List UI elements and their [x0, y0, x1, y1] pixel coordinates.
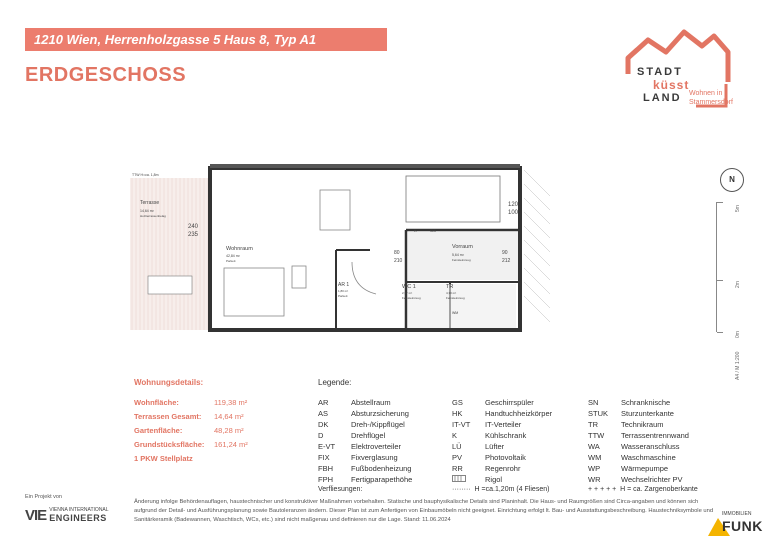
cross-line-icon: + + + + +	[588, 486, 621, 493]
legend-row	[318, 431, 412, 442]
label-k: K	[414, 228, 417, 233]
detail-value: 14,64 m²	[214, 412, 244, 421]
floor-title: ERDGESCHOSS	[25, 64, 187, 86]
logo-tagline-1: Wohnen in	[689, 90, 723, 97]
floor-plan	[130, 158, 630, 340]
verfliesung-2-text: H = ca. Zargenoberkante	[620, 486, 698, 493]
legend-abbr: AR	[318, 398, 329, 407]
legend-abbr: D	[318, 431, 324, 440]
legend-row	[588, 398, 689, 409]
legend-text: Kühlschrank	[485, 431, 527, 440]
room-terrasse-name: Terrasse	[140, 200, 160, 206]
scale-tick-mid	[717, 280, 723, 281]
vie-mark: VIE	[25, 506, 47, 524]
legend-column-1	[318, 398, 412, 486]
scale-tick-bottom	[717, 332, 723, 333]
room-wc-area: 2,57 m²	[402, 291, 413, 295]
dim-210-a: 210	[394, 258, 403, 264]
legend-text: Lüfter	[485, 442, 505, 451]
legend-abbr: FBH	[318, 464, 333, 473]
detail-row	[134, 440, 248, 454]
room-wohnraum-area: 42,84 m²	[226, 254, 240, 258]
detail-row	[134, 426, 248, 440]
verfliesungen-label: Verfliesungen:	[318, 486, 363, 493]
legend-row	[452, 453, 552, 464]
legend-row	[318, 475, 412, 486]
room-wc-name: WC 1	[402, 284, 416, 290]
legend-row	[318, 453, 412, 464]
north-compass: N	[720, 168, 744, 192]
legend-text: Dreh-/Kippflügel	[351, 420, 405, 429]
scale-0m: 0m	[735, 331, 741, 338]
legend-row	[452, 464, 552, 475]
legend-text: Photovoltaik	[485, 453, 526, 462]
room-terrasse-floor: Holzterrassenbelag	[140, 214, 166, 218]
legend-row	[452, 431, 552, 442]
legend-abbr: FPH	[318, 475, 333, 484]
disclaimer: Änderung infolge Behördenauflagen, haustechnischer und konstruktiver Maßnahmen vorbehalten. Statische und bauphysikalische Details sind Planinhalt. Die Haus- und Raumgrößen sind Circa-angaben und können sich aufgrund der Detail- und Ausführungsplanung sowie Bautoleranzen ändern. Dieser Plan ist zum Anfertigen von Einbaumöbeln nicht geeignet. Einrichtung erfolgt lt. Bau- und Ausstattungsbeschreibung. Haustechniksymbole und Sanitärkeramik (Badewannen, Waschtisch, WCs, etc.) sind nicht maßgenau und definieren nur die Lage. Stand: 11.06.2024	[134, 499, 714, 523]
legend-row	[318, 464, 412, 475]
legend-abbr: LÜ	[452, 442, 462, 451]
room-vorraum-floor: Feinsteinzeug	[452, 258, 471, 262]
room-tr-name: TR	[446, 284, 454, 290]
legend-row	[588, 431, 689, 442]
legend-text: Waschmaschine	[621, 453, 676, 462]
legend-column-3	[588, 398, 689, 486]
legend-abbr: TR	[588, 420, 598, 429]
legend-row	[452, 442, 552, 453]
legend-text: Drehflügel	[351, 431, 386, 440]
details-title: Wohnungsdetails:	[134, 378, 204, 387]
address-title: 1210 Wien, Herrenholzgasse 5 Haus 8, Typ A1	[34, 32, 317, 47]
legend-row	[588, 453, 689, 464]
detail-label: Gartenfläche:	[134, 426, 183, 435]
legend-row	[588, 420, 689, 431]
legend-abbr: PV	[452, 453, 463, 462]
legend-abbr: DK	[318, 420, 329, 429]
legend-text: Absturzsicherung	[351, 409, 409, 418]
legend-row	[318, 420, 412, 431]
legend-text: Sturzunterkante	[621, 409, 674, 418]
logo-land: LAND	[643, 92, 682, 104]
legend-abbr: IT-VT	[452, 420, 471, 429]
legend-abbr: GS	[452, 398, 463, 407]
legend-abbr: TTW	[588, 431, 605, 440]
legend-abbr: K	[452, 431, 458, 440]
dim-240: 240	[188, 224, 199, 230]
ttw-tag: TTW H=ca. 1,8m	[132, 173, 159, 177]
room-ar-name: AR 1	[338, 282, 350, 288]
scale-5m: 5m	[735, 205, 741, 212]
room-tr-floor: Feinsteinzeug	[446, 296, 465, 300]
scale-tick-top	[717, 202, 723, 203]
dim-212: 212	[502, 258, 511, 264]
legend-text: IT-Verteiler	[485, 420, 522, 429]
detail-row	[134, 412, 248, 426]
label-wm: WM	[452, 311, 459, 315]
legend-row	[318, 442, 412, 453]
legend-text: Abstellraum	[351, 398, 391, 407]
legend-abbr: WM	[588, 453, 602, 462]
vie-engineers-logo	[25, 505, 109, 525]
legend-abbr: STUK	[588, 409, 609, 418]
detail-row	[134, 398, 248, 412]
legend-text: Wechselrichter PV	[621, 475, 683, 484]
legend-row	[588, 475, 689, 486]
room-terrasse-area: 14,64 m²	[140, 209, 154, 213]
vie-sub: VIENNA INTERNATIONAL	[49, 507, 109, 513]
detail-row	[134, 454, 248, 468]
room-ar-area: 1,80 m²	[338, 289, 349, 293]
legend-row	[452, 475, 552, 486]
legend-row	[452, 420, 552, 431]
legend-row	[588, 464, 689, 475]
funk-immobilien: IMMOBILIEN	[722, 511, 752, 517]
scale-2m: 2m	[735, 281, 741, 288]
logo-stadt: STADT	[637, 66, 683, 78]
legend-text: Fußbodenheizung	[351, 464, 412, 473]
room-vorraum-name: Vorraum	[452, 244, 473, 250]
legend-text: Fertigparapethöhe	[351, 475, 413, 484]
legend-row	[318, 398, 412, 409]
scale-ratio: A4 / M 1:200	[735, 351, 741, 380]
legend-row	[452, 409, 552, 420]
legend-text: Handtuchheizkörper	[485, 409, 553, 418]
logo-kuesst: küsst	[653, 78, 690, 92]
logo-tagline-2: Stammersdorf	[689, 99, 733, 106]
room-wc-floor: Feinsteinzeug	[402, 296, 421, 300]
label-gs: GS	[430, 228, 436, 233]
detail-value: 161,24 m²	[214, 440, 248, 449]
legend-abbr: RR	[452, 464, 463, 473]
room-wohnraum-name: Wohnraum	[226, 246, 253, 252]
legend-text: Schranknische	[621, 398, 671, 407]
project-by: Ein Projekt von	[25, 494, 62, 500]
legend-text: Fixverglasung	[351, 453, 398, 462]
funk-name: FUNK	[722, 518, 763, 534]
detail-label: Terrassen Gesamt:	[134, 412, 202, 421]
dim-90: 90	[502, 250, 508, 256]
verfliesung-2	[588, 486, 698, 493]
room-ar-floor: Parkett	[338, 294, 348, 298]
legend-text: Wärmepumpe	[621, 464, 669, 473]
legend-text: Technikraum	[621, 420, 664, 429]
legend-row	[452, 398, 552, 409]
header-banner	[25, 28, 387, 51]
legend-text: Regenrohr	[485, 464, 521, 473]
legend-abbr: SN	[588, 398, 599, 407]
legend-abbr: HK	[452, 409, 463, 418]
legend-text: Wasseranschluss	[621, 442, 680, 451]
parking-label: 1 PKW Stellplatz	[134, 454, 193, 463]
dotted-line-icon: ········	[452, 486, 475, 493]
vie-engineers: ENGINEERS	[49, 513, 107, 523]
legend-text: Rigol	[485, 475, 503, 484]
dim-100: 100	[508, 210, 519, 216]
dim-235: 235	[188, 232, 199, 238]
verfliesung-1-text: H =ca.1,20m (4 Fliesen)	[474, 486, 550, 493]
legend-abbr: FIX	[318, 453, 330, 462]
legend-column-2	[452, 398, 552, 486]
legend-abbr: WA	[588, 442, 600, 451]
legend-text: Geschirrspüler	[485, 398, 534, 407]
legend-text: Elektroverteiler	[351, 442, 402, 451]
legend-abbr: WR	[588, 475, 601, 484]
verfliesung-1	[452, 486, 549, 493]
room-tr-area: 4,30 m²	[446, 291, 457, 295]
legend-title: Legende:	[318, 378, 352, 387]
dim-80-a: 80	[394, 250, 400, 256]
scale-bar	[716, 202, 726, 332]
logo-tagline	[689, 89, 733, 107]
details-list	[134, 398, 248, 468]
legend-row	[318, 409, 412, 420]
room-vorraum-area: 5,64 m²	[452, 253, 464, 257]
legend-abbr: WP	[588, 464, 601, 473]
legend-abbr: AS	[318, 409, 329, 418]
room-wohnraum-floor: Parkett	[226, 259, 236, 263]
legend-abbr: E-VT	[318, 442, 336, 451]
dim-120: 120	[508, 202, 519, 208]
legend-row	[588, 409, 689, 420]
rigol-icon	[452, 475, 485, 486]
legend-row	[588, 442, 689, 453]
legend-text: Terrassentrennwand	[621, 431, 689, 440]
detail-label: Wohnfläche:	[134, 398, 179, 407]
detail-value: 48,28 m²	[214, 426, 244, 435]
detail-label: Grundstücksfläche:	[134, 440, 205, 449]
detail-value: 119,38 m²	[214, 398, 248, 407]
